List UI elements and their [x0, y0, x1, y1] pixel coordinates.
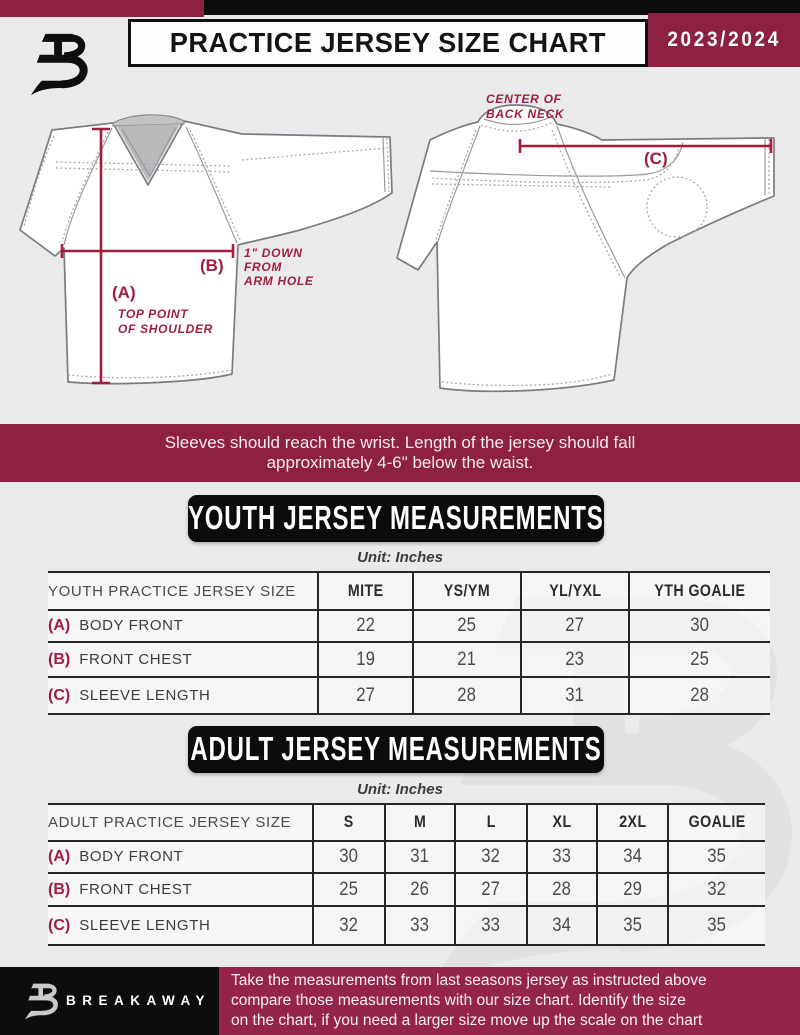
- table-header-row: [48, 804, 765, 841]
- row-label: (C) SLEEVE LENGTH: [48, 906, 313, 945]
- cell-value: 28: [527, 873, 597, 906]
- cell-value: 34: [527, 906, 597, 945]
- top-red-strip: [0, 0, 204, 17]
- cell-value: 35: [668, 906, 765, 945]
- cell-value: 31: [385, 841, 455, 873]
- cell-value: 32: [668, 873, 765, 906]
- youth-table-title: YOUTH PRACTICE JERSEY SIZE: [48, 572, 318, 610]
- column-header: GOALIE: [668, 804, 765, 841]
- cell-value: 33: [527, 841, 597, 873]
- footer-note-line-3: on the chart, if you need a larger size move up the scale on the chart: [231, 1012, 703, 1029]
- cell-value: 27: [521, 610, 629, 642]
- table-row: [48, 873, 765, 906]
- table-row: [48, 642, 770, 677]
- column-header: L: [455, 804, 527, 841]
- cell-value: 32: [313, 906, 385, 945]
- table-row: [48, 841, 765, 873]
- marker-a-caption-1: TOP POINT: [118, 307, 189, 321]
- front-jersey-drawing: [20, 115, 392, 384]
- row-label: (A) BODY FRONT: [48, 610, 318, 642]
- row-label: (A) BODY FRONT: [48, 841, 313, 873]
- cell-value: 35: [668, 841, 765, 873]
- adult-size-table: [48, 803, 765, 946]
- footer-brand-block: [0, 967, 219, 1035]
- youth-size-table: [48, 571, 770, 715]
- column-header: MITE: [318, 572, 413, 610]
- marker-a-label: (A): [112, 283, 136, 302]
- row-label: (B) FRONT CHEST: [48, 873, 313, 906]
- page-title-box: [128, 19, 648, 67]
- adult-heading-text: ADULT JERSEY MEASUREMENTS: [190, 730, 602, 768]
- cell-value: 25: [313, 873, 385, 906]
- marker-b-caption-2: FROM: [244, 260, 283, 274]
- column-header: XL: [527, 804, 597, 841]
- cell-value: 33: [455, 906, 527, 945]
- brand-name: BREAKAWAY: [66, 993, 212, 1008]
- column-header: 2XL: [597, 804, 668, 841]
- marker-b-label: (B): [200, 256, 224, 275]
- jersey-measurement-diagram: [0, 90, 800, 424]
- back-jersey-drawing: [397, 92, 774, 391]
- youth-heading-text: YOUTH JERSEY MEASUREMENTS: [188, 499, 604, 537]
- adult-unit-label: Unit: Inches: [357, 781, 443, 798]
- adult-section-heading: [188, 726, 604, 773]
- fit-notice-banner: [0, 424, 800, 482]
- cell-value: 34: [597, 841, 668, 873]
- season-label: 2023/2024: [667, 28, 781, 51]
- cell-value: 28: [629, 677, 770, 714]
- table-header-row: [48, 572, 770, 610]
- cell-value: 30: [313, 841, 385, 873]
- marker-b-caption-1: 1" DOWN: [244, 246, 303, 260]
- footer-instructions: [219, 967, 800, 1035]
- column-header: S: [313, 804, 385, 841]
- column-header: YTH GOALIE: [629, 572, 770, 610]
- cell-value: 31: [521, 677, 629, 714]
- table-row: [48, 610, 770, 642]
- notice-line-2: approximately 4-6" below the waist.: [266, 453, 534, 472]
- marker-c-caption-2: BACK NECK: [486, 107, 565, 121]
- season-badge: [648, 13, 800, 67]
- cell-value: 32: [455, 841, 527, 873]
- cell-value: 28: [413, 677, 521, 714]
- notice-line-1: Sleeves should reach the wrist. Length of the jersey should fall: [164, 433, 636, 452]
- cell-value: 19: [318, 642, 413, 677]
- adult-table-title: ADULT PRACTICE JERSEY SIZE: [48, 804, 313, 841]
- cell-value: 30: [629, 610, 770, 642]
- marker-c-caption-1: CENTER OF: [486, 92, 562, 106]
- cell-value: 25: [629, 642, 770, 677]
- cell-value: 29: [597, 873, 668, 906]
- row-label: (B) FRONT CHEST: [48, 642, 318, 677]
- cell-value: 27: [455, 873, 527, 906]
- cell-value: 23: [521, 642, 629, 677]
- cell-value: 22: [318, 610, 413, 642]
- cell-value: 21: [413, 642, 521, 677]
- row-label: (C) SLEEVE LENGTH: [48, 677, 318, 714]
- marker-b-caption-3: ARM HOLE: [244, 274, 314, 288]
- youth-section-heading: [188, 495, 604, 542]
- marker-c-label: (C): [644, 149, 668, 168]
- column-header: YL/YXL: [521, 572, 629, 610]
- table-row: [48, 677, 770, 714]
- cell-value: 25: [413, 610, 521, 642]
- marker-a-caption-2: OF SHOULDER: [118, 322, 214, 336]
- cell-value: 27: [318, 677, 413, 714]
- table-row: [48, 906, 765, 945]
- footer-note-line-1: Take the measurements from last seasons jersey as instructed above: [231, 972, 707, 989]
- cell-value: 33: [385, 906, 455, 945]
- cell-value: 26: [385, 873, 455, 906]
- page-title: PRACTICE JERSEY SIZE CHART: [169, 27, 607, 58]
- column-header: YS/YM: [413, 572, 521, 610]
- footer-note-line-2: compare those measurements with our size chart. Identify the size: [231, 992, 686, 1009]
- cell-value: 35: [597, 906, 668, 945]
- column-header: M: [385, 804, 455, 841]
- breakaway-b-logo-icon: [22, 979, 64, 1021]
- youth-unit-label: Unit: Inches: [357, 549, 443, 566]
- breakaway-b-logo-icon: [26, 26, 98, 98]
